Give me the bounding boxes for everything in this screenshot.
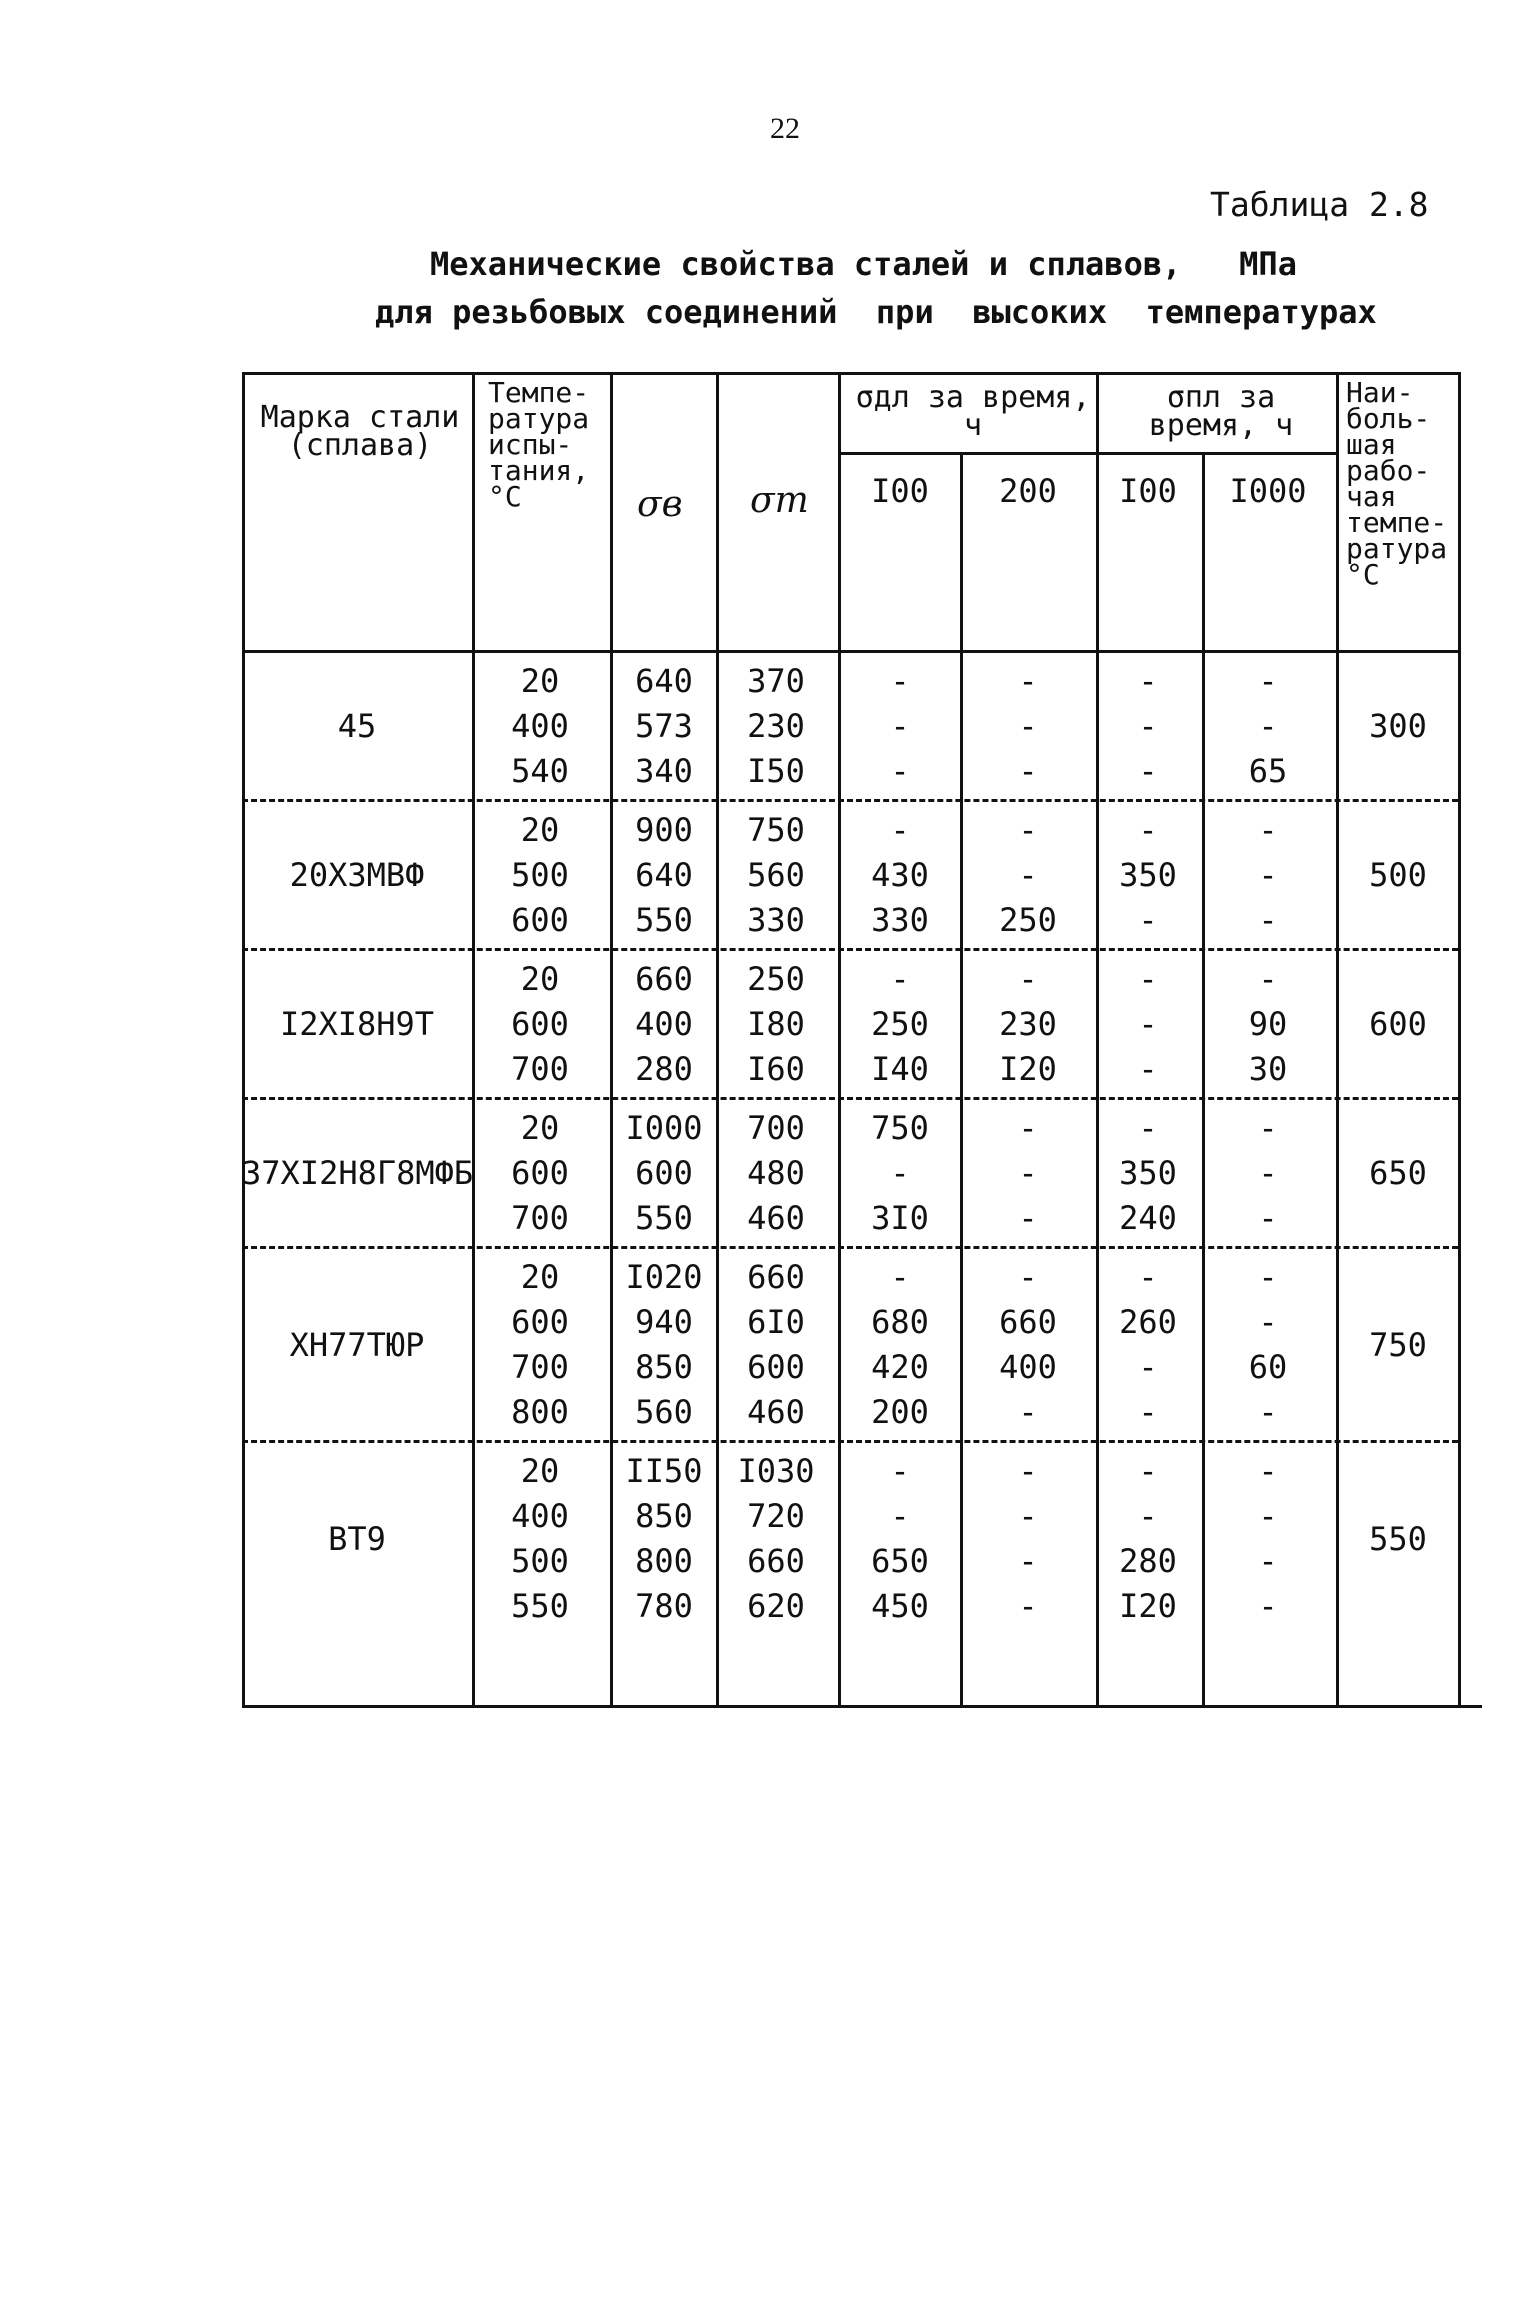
max-working-temperature: 750 — [1369, 1325, 1427, 1364]
table-cell: - — [1018, 1393, 1038, 1431]
table-caption: Таблица 2.8 — [1210, 185, 1429, 224]
table-cell: 640 — [635, 662, 693, 700]
table-cell: 250 — [747, 960, 805, 998]
table-cell: 20 — [520, 1258, 560, 1296]
header-dl-100: I00 — [871, 472, 929, 510]
table-cell: - — [1138, 960, 1158, 998]
table-cell: - — [1258, 1542, 1278, 1580]
table-cell: - — [1138, 1452, 1158, 1490]
group-separator — [242, 1097, 1458, 1100]
table-cell: 560 — [635, 1393, 693, 1431]
header-sigma-pl: σпл за время, ч — [1148, 380, 1294, 443]
table-cell: 400 — [511, 1497, 569, 1535]
table-cell: 420 — [871, 1348, 929, 1386]
table-cell: 20 — [520, 1452, 560, 1490]
table-cell: II50 — [625, 1452, 703, 1490]
table-cell: 600 — [747, 1348, 805, 1386]
table-cell: I50 — [747, 752, 805, 790]
table-cell: - — [1138, 1393, 1158, 1431]
table-cell: 330 — [747, 901, 805, 939]
table-cell: 6I0 — [747, 1303, 805, 1341]
table-cell: 700 — [747, 1109, 805, 1147]
table-cell: 500 — [511, 1542, 569, 1580]
table-cell: - — [890, 752, 910, 790]
header-test-temperature: Темпе- ратура испы- тания, °С — [488, 376, 590, 513]
col-divider — [472, 372, 475, 1707]
table-cell: - — [1018, 662, 1038, 700]
table-cell: - — [1258, 1303, 1278, 1341]
table-cell: 660 — [999, 1303, 1057, 1341]
table-cell: - — [1018, 960, 1038, 998]
table-cell: - — [890, 1497, 910, 1535]
table-cell: 500 — [511, 856, 569, 894]
table-cell: - — [890, 811, 910, 849]
table-cell: 20 — [520, 960, 560, 998]
table-cell: 800 — [635, 1542, 693, 1580]
table-cell: - — [1258, 1393, 1278, 1431]
table-cell: - — [890, 662, 910, 700]
table-cell: I60 — [747, 1050, 805, 1088]
table-cell: - — [1138, 662, 1158, 700]
table-cell: 460 — [747, 1199, 805, 1237]
steel-grade: 45 — [337, 707, 377, 745]
table-cell: 230 — [999, 1005, 1057, 1043]
table-cell: 700 — [511, 1199, 569, 1237]
table-cell: 20 — [520, 1109, 560, 1147]
table-cell: - — [1138, 752, 1158, 790]
table-cell: 550 — [511, 1587, 569, 1625]
header-dl-200: 200 — [999, 472, 1057, 510]
max-working-temperature: 500 — [1369, 856, 1427, 894]
steel-grade: 37ХI2Н8Г8МФБ — [242, 1154, 474, 1192]
table-cell: 600 — [511, 1005, 569, 1043]
steel-grade: ВТ9 — [328, 1519, 386, 1558]
group-separator — [242, 799, 1458, 802]
steel-grade: ХН77ТЮР — [289, 1325, 425, 1364]
table-cell: 20 — [520, 811, 560, 849]
table-cell: - — [1138, 1497, 1158, 1535]
steel-grade: I2ХI8Н9Т — [279, 1005, 435, 1043]
table-cell: 600 — [511, 901, 569, 939]
table-cell: - — [1258, 1154, 1278, 1192]
table-cell: - — [1018, 1587, 1038, 1625]
table-cell: - — [1138, 1005, 1158, 1043]
table-cell: 540 — [511, 752, 569, 790]
table-cell: 400 — [635, 1005, 693, 1043]
table-cell: 250 — [999, 901, 1057, 939]
table-cell: 370 — [747, 662, 805, 700]
group-separator — [242, 948, 1458, 951]
table-cell: 620 — [747, 1587, 805, 1625]
table-cell: - — [1138, 1050, 1158, 1088]
table-cell: 750 — [747, 811, 805, 849]
table-cell: I000 — [625, 1109, 703, 1147]
table-cell: I80 — [747, 1005, 805, 1043]
table-cell: 30 — [1248, 1050, 1288, 1088]
table-cell: - — [1018, 752, 1038, 790]
max-working-temperature: 650 — [1369, 1154, 1427, 1192]
table-cell: I40 — [871, 1050, 929, 1088]
table-cell: 660 — [747, 1542, 805, 1580]
table-cell: 230 — [747, 707, 805, 745]
table-cell: 330 — [871, 901, 929, 939]
table-cell: 850 — [635, 1497, 693, 1535]
table-cell: - — [1258, 856, 1278, 894]
header-subdivider — [838, 452, 1338, 455]
table-cell: 850 — [635, 1348, 693, 1386]
table-cell: - — [1258, 1199, 1278, 1237]
header-bottom-line — [242, 650, 1458, 653]
table-title-line-2: для резьбовых соединений при высоких температурах — [375, 293, 1377, 331]
table-cell: - — [1258, 1587, 1278, 1625]
table-cell: - — [1018, 856, 1038, 894]
table-cell: - — [1018, 1258, 1038, 1296]
table-cell: - — [1018, 1109, 1038, 1147]
table-cell: I20 — [999, 1050, 1057, 1088]
table-cell: 720 — [747, 1497, 805, 1535]
table-cell: 700 — [511, 1348, 569, 1386]
col-divider — [960, 452, 963, 1707]
table-cell: - — [1018, 1542, 1038, 1580]
table-cell: 800 — [511, 1393, 569, 1431]
properties-table — [242, 372, 1482, 1707]
table-cell: - — [1138, 1258, 1158, 1296]
table-border-top — [242, 372, 1458, 375]
table-cell: I020 — [625, 1258, 703, 1296]
table-cell: 940 — [635, 1303, 693, 1341]
table-cell: 560 — [747, 856, 805, 894]
table-cell: - — [1018, 1199, 1038, 1237]
table-cell: 200 — [871, 1393, 929, 1431]
group-separator — [242, 1440, 1458, 1443]
table-cell: 660 — [747, 1258, 805, 1296]
table-cell: 480 — [747, 1154, 805, 1192]
table-cell: - — [890, 1258, 910, 1296]
table-cell: 280 — [635, 1050, 693, 1088]
table-cell: - — [1258, 960, 1278, 998]
table-cell: 250 — [871, 1005, 929, 1043]
table-cell: 90 — [1248, 1005, 1288, 1043]
table-cell: - — [1018, 1497, 1038, 1535]
table-title-line-1: Механические свойства сталей и сплавов, МПа — [430, 245, 1297, 283]
table-border-bottom — [242, 1705, 1482, 1708]
table-cell: 460 — [747, 1393, 805, 1431]
table-cell: - — [1138, 1109, 1158, 1147]
header-max-working-temperature: Наи- боль- шая рабо- чая темпе- ратура °С — [1346, 376, 1448, 591]
table-cell: 450 — [871, 1587, 929, 1625]
table-cell: - — [1258, 662, 1278, 700]
table-cell: - — [890, 1154, 910, 1192]
table-cell: 20 — [520, 662, 560, 700]
table-cell: 400 — [511, 707, 569, 745]
table-cell: - — [890, 960, 910, 998]
table-cell: - — [1018, 811, 1038, 849]
max-working-temperature: 300 — [1369, 707, 1427, 745]
table-cell: 600 — [511, 1154, 569, 1192]
table-cell: - — [1138, 901, 1158, 939]
table-cell: - — [1258, 1497, 1278, 1535]
table-cell: 430 — [871, 856, 929, 894]
table-cell: - — [1018, 1154, 1038, 1192]
table-cell: 400 — [999, 1348, 1057, 1386]
header-sigma-b: σв — [637, 484, 683, 525]
table-cell: - — [1138, 707, 1158, 745]
table-cell: - — [1138, 1348, 1158, 1386]
table-cell: - — [1258, 811, 1278, 849]
table-cell: - — [1018, 707, 1038, 745]
table-cell: 260 — [1119, 1303, 1177, 1341]
header-pl-1000: I000 — [1229, 472, 1307, 510]
table-cell: - — [1138, 811, 1158, 849]
table-cell: 640 — [635, 856, 693, 894]
table-cell: 350 — [1119, 856, 1177, 894]
table-cell: 550 — [635, 1199, 693, 1237]
table-cell: 650 — [871, 1542, 929, 1580]
table-cell: 60 — [1248, 1348, 1288, 1386]
table-cell: - — [1258, 1258, 1278, 1296]
header-grade: Марка стали (сплава) — [260, 400, 460, 463]
header-pl-100: I00 — [1119, 472, 1177, 510]
table-cell: - — [1258, 707, 1278, 745]
table-border-right — [1458, 372, 1461, 1707]
table-cell: 65 — [1248, 752, 1288, 790]
table-cell: 573 — [635, 707, 693, 745]
table-cell: 280 — [1119, 1542, 1177, 1580]
table-cell: I20 — [1119, 1587, 1177, 1625]
header-sigma-t: σт — [750, 480, 809, 521]
table-cell: 700 — [511, 1050, 569, 1088]
max-working-temperature: 550 — [1369, 1519, 1427, 1558]
table-cell: - — [1018, 1452, 1038, 1490]
table-cell: 680 — [871, 1303, 929, 1341]
header-sigma-dl: σдл за время, ч — [855, 380, 1091, 443]
table-cell: 240 — [1119, 1199, 1177, 1237]
table-cell: 550 — [635, 901, 693, 939]
max-working-temperature: 600 — [1369, 1005, 1427, 1043]
table-cell: - — [890, 707, 910, 745]
table-cell: 660 — [635, 960, 693, 998]
table-cell: 350 — [1119, 1154, 1177, 1192]
steel-grade: 20Х3МВФ — [289, 856, 425, 894]
table-cell: - — [890, 1452, 910, 1490]
page-number: 22 — [770, 112, 800, 145]
table-cell: 750 — [871, 1109, 929, 1147]
table-cell: 600 — [635, 1154, 693, 1192]
table-cell: 3I0 — [871, 1199, 929, 1237]
table-cell: - — [1258, 1109, 1278, 1147]
table-cell: 900 — [635, 811, 693, 849]
table-cell: 340 — [635, 752, 693, 790]
table-cell: - — [1258, 1452, 1278, 1490]
table-cell: I030 — [737, 1452, 815, 1490]
table-cell: 600 — [511, 1303, 569, 1341]
table-cell: - — [1258, 901, 1278, 939]
table-cell: 780 — [635, 1587, 693, 1625]
group-separator — [242, 1246, 1458, 1249]
